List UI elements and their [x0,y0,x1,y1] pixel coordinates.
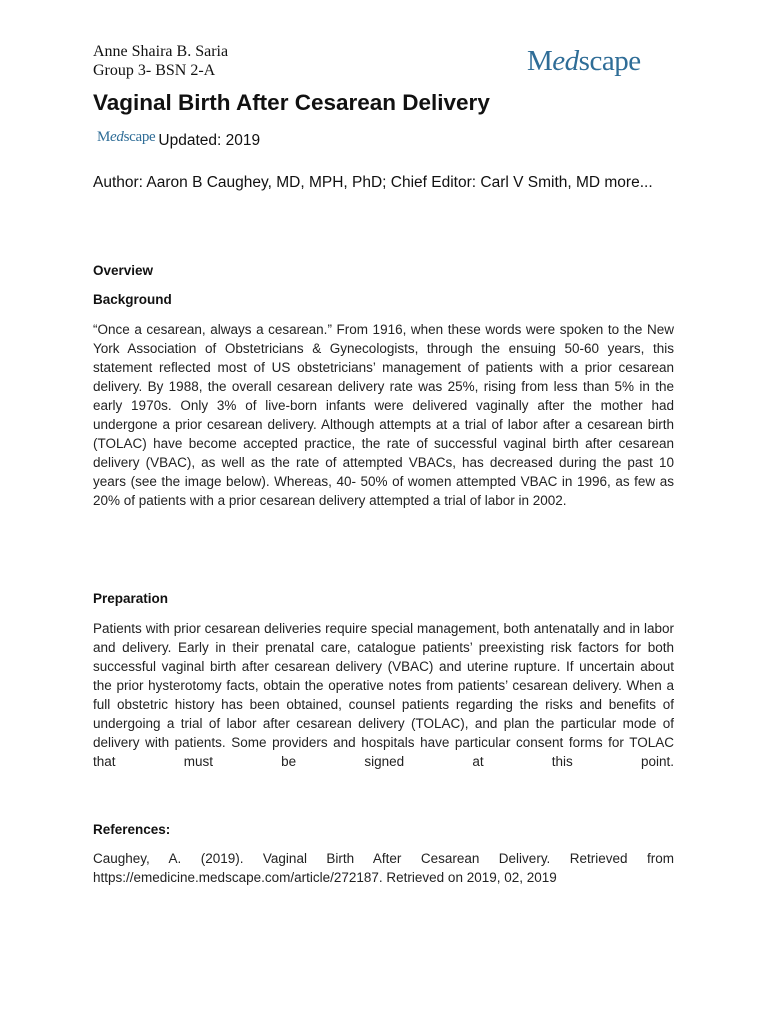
background-paragraph: “Once a cesarean, always a cesarean.” From 1916, when these words were spoken to the New York Association of Obstetricians & Gynecologists, through the ensuing 50-60 years, this statement reflected most of US obstetricians’ management of patients with a prior cesarean delivery. By 1988, the overall cesarean delivery rate was 25%, rising from less than 5% in the early 1970s. Only 3% of live-born infants were delivered vaginally after the mother had undergone a prior cesarean delivery. Although attempts at a trial of labor after a cesarean birth (TOLAC) have become accepted practice, the rate of successful vaginal birth after cesarean delivery (VBAC), as well as the rate of attempted VBACs, has decreased during the past 10 years (see the image below). Whereas, 40- 50% of women attempted VBAC in 1996, as few as 20% of patients with a prior cesarean delivery attempted a trial of labor in 2002. [93,322,674,508]
logo-prefix: M [527,45,553,77]
logo-accent: ed [552,45,579,77]
references-heading: References: [93,822,171,837]
preparation-heading: Preparation [93,591,169,606]
logo-small-prefix: M [97,128,111,145]
student-name: Anne Shaira B. Saria [93,43,229,60]
student-info [93,42,228,80]
medscape-logo [527,44,641,78]
overview-heading: Overview [93,263,154,278]
student-group: Group 3- BSN 2-A [93,62,216,79]
author-credits: Author: Aaron B Caughey, MD, MPH, PhD; Chief Editor: Carl V Smith, MD more... [93,174,653,191]
preparation-paragraph: Patients with prior cesarean deliveries require special management, both antenatally and in labor and delivery. Early in their prenatal care, catalogue patients’ preexisting risk factors for both successful vaginal birth after cesarean delivery (VBAC) and uterine rupture. If uncertain about the prior hysterotomy facts, obtain the operative notes from patients’ cesarean delivery. When a full obstetric history has been obtained, counsel patients regarding the risks and benefits of undergoing a trial of labor after cesarean delivery (TOLAC), and plan the particular mode of delivery with patients. Some providers and hospitals have particular consent forms for TOLAC that must be signed at this point. [93,621,674,769]
medscape-logo-small [97,129,155,146]
document-title: Vaginal Birth After Cesarean Delivery [93,90,490,115]
references-paragraph: Caughey, A. (2019). Vaginal Birth After Cesarean Delivery. Retrieved from https://emedicine.medscape.com/article/272187. Retrieved on 2019, 02, 2019 [93,851,674,885]
updated-date: Updated: 2019 [158,132,261,149]
updated-row [97,128,260,154]
logo-small-accent: ed [110,128,124,145]
logo-suffix: scape [578,45,641,77]
logo-small-suffix: scape [123,128,156,145]
background-heading: Background [93,292,172,307]
